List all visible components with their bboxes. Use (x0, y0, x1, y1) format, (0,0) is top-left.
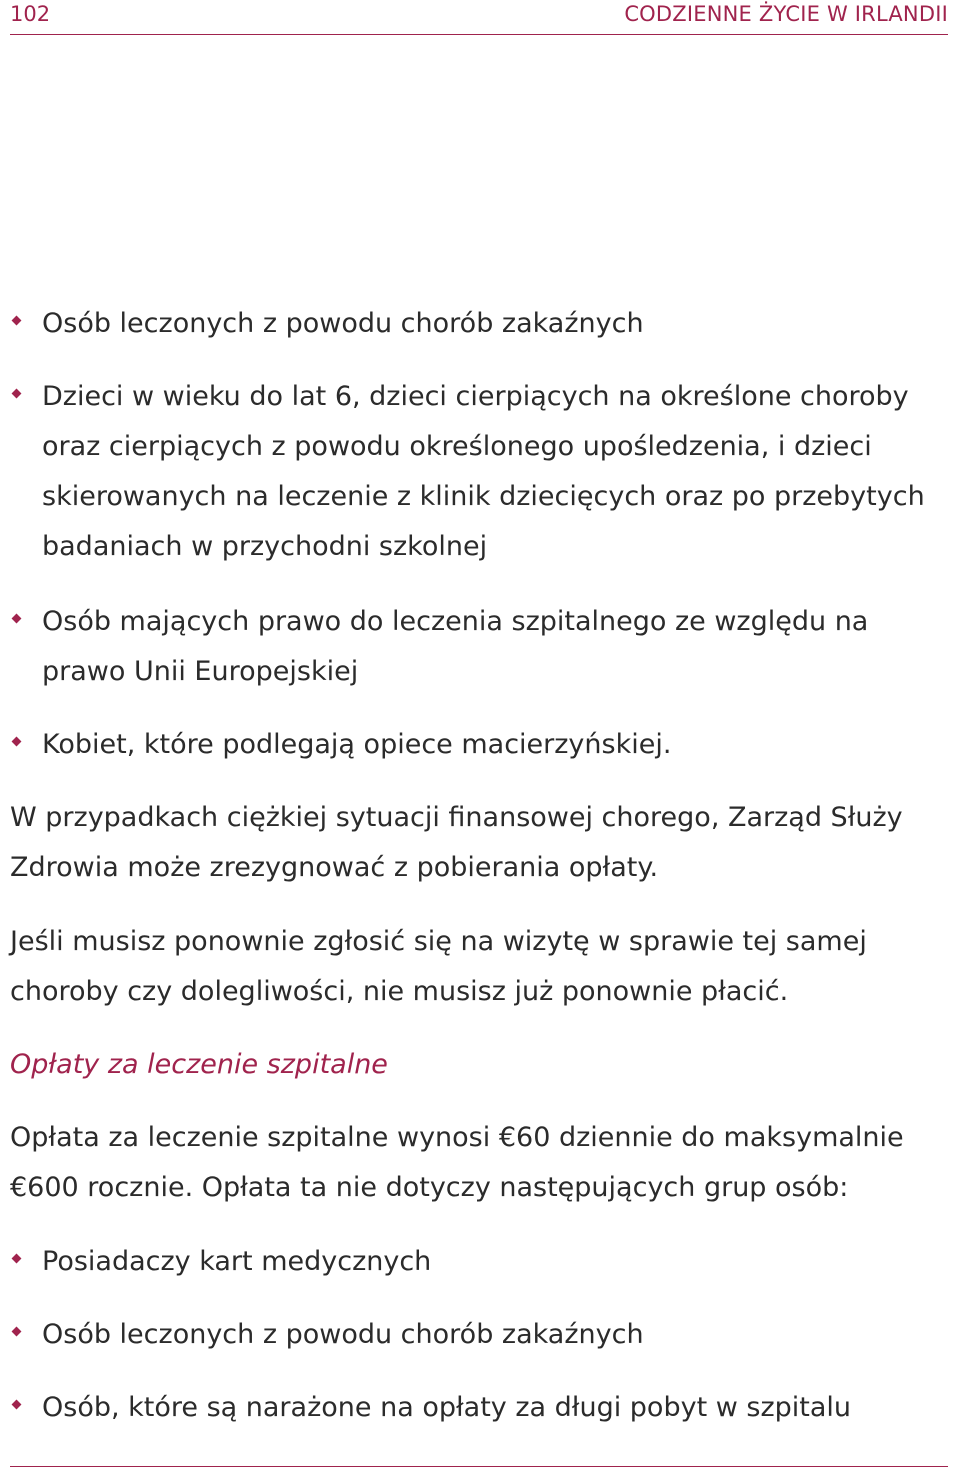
page-header (10, 0, 948, 35)
diamond-bullet-icon (12, 737, 22, 747)
diamond-bullet-icon (12, 614, 22, 624)
paragraph: W przypadkach ciężkiej sytuacji finansowej chorego, Zarząd Służy Zdrowia może zrezygnować z pobierania opłaty. (10, 802, 903, 883)
diamond-bullet-icon (12, 1327, 22, 1337)
diamond-bullet-icon (12, 1254, 22, 1264)
list-item-text: Kobiet, które podlegają opiece macierzyńskiej. (42, 729, 672, 760)
section-heading: Opłaty za leczenie szpitalne (10, 1049, 388, 1080)
list-item-text: Osób leczonych z powodu chorób zakaźnych (42, 308, 644, 339)
list-item-text: Osób, które są narażone na opłaty za długi pobyt w szpitalu (42, 1392, 852, 1423)
diamond-bullet-icon (12, 316, 22, 326)
list-item (10, 597, 946, 697)
list-item (10, 1237, 946, 1287)
page-number: 102 (10, 2, 51, 26)
list-item (10, 1310, 946, 1360)
section-intro: Opłata za leczenie szpitalne wynosi €60 dziennie do maksymalnie €600 rocznie. Opłata ta nie dotyczy następujących grup osób: (10, 1122, 904, 1203)
list-item (10, 720, 946, 770)
list-item-text: Posiadaczy kart medycznych (42, 1246, 432, 1277)
list-item-text: Osób leczonych z powodu chorób zakaźnych (42, 1319, 644, 1350)
diamond-bullet-icon (12, 1400, 22, 1410)
paragraph: Jeśli musisz ponownie zgłosić się na wizytę w sprawie tej samej choroby czy dolegliwości, nie musisz już ponownie płacić. (10, 926, 867, 1007)
list-item-text: Dzieci w wieku do lat 6, dzieci cierpiących na określone choroby oraz cierpiących z powodu określonego upośledzenia, i dzieci skierowanych na leczenie z klinik dziecięcych oraz po przebytych badaniach w przychodni szkolnej (42, 381, 925, 562)
list-item (10, 1383, 946, 1433)
list-item (10, 299, 946, 349)
list-item-text: Osób mających prawo do leczenia szpitalnego ze względu na prawo Unii Europejskiej (42, 606, 869, 687)
footer-divider (10, 1466, 948, 1467)
list-item (10, 372, 946, 572)
running-title: CODZIENNE ŻYCIE W IRLANDII (624, 2, 948, 26)
diamond-bullet-icon (12, 389, 22, 399)
